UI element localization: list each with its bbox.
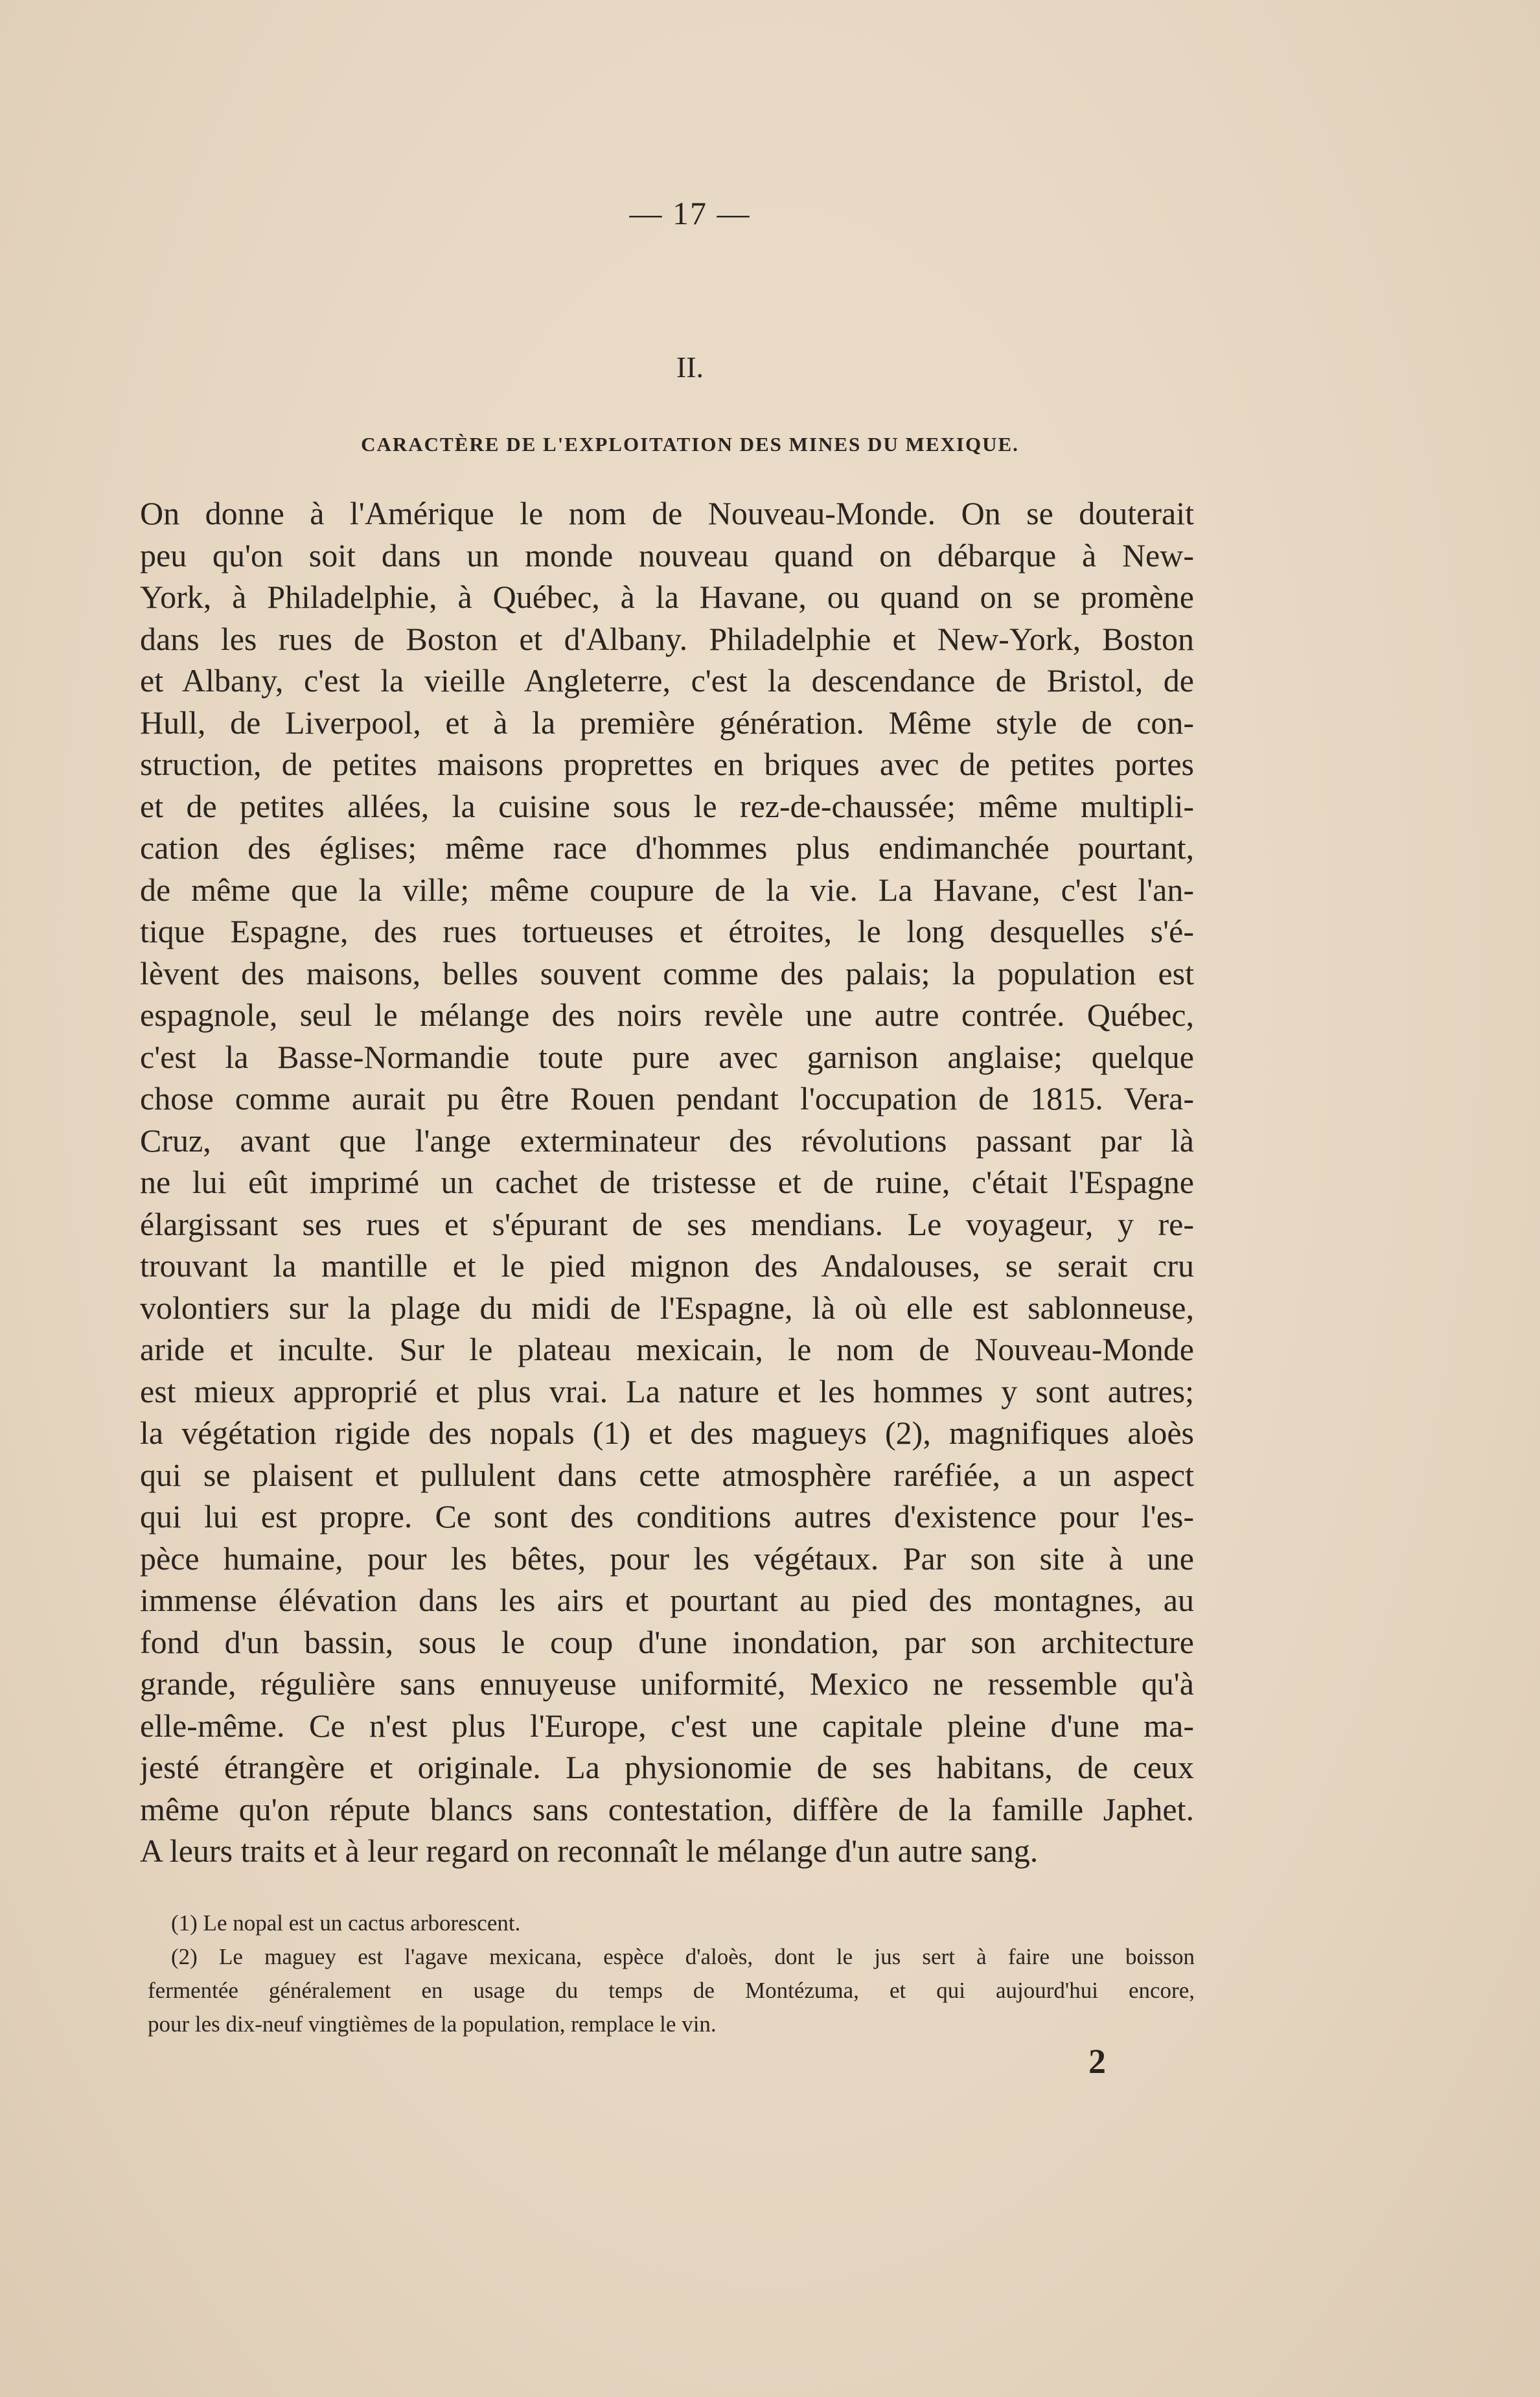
body-line: même qu'on répute blancs sans contestation, diffère de la famille Japhet. xyxy=(140,1790,1194,1827)
body-line: qui se plaisent et pullulent dans cette atmosphère raréfiée, a un aspect xyxy=(140,1456,1194,1493)
body-line: lèvent des maisons, belles souvent comme des palais; la population est xyxy=(140,955,1194,991)
footnote-2 xyxy=(148,1940,1195,2041)
body-line: la végétation rigide des nopals (1) et des magueys (2), magnifiques aloès xyxy=(140,1415,1194,1451)
section-number: II. xyxy=(676,351,704,384)
body-line: York, à Philadelphie, à Québec, à la Havane, ou quand on se promène xyxy=(140,579,1194,615)
body-line: de même que la ville; même coupure de la vie. La Havane, c'est l'an- xyxy=(140,871,1194,908)
footnote-line: fermentée généralement en usage du temps de Montézuma, et qui aujourd'hui encore, xyxy=(148,1978,1195,2003)
body-line: et Albany, c'est la vieille Angleterre, c'est la descendance de Bristol, de xyxy=(140,662,1194,699)
body-line: jesté étrangère et originale. La physionomie de ses habitans, de ceux xyxy=(140,1749,1194,1785)
body-line: elle-même. Ce n'est plus l'Europe, c'est une capitale pleine d'une ma- xyxy=(140,1707,1194,1744)
body-line: Cruz, avant que l'ange exterminateur des révolutions passant par là xyxy=(140,1122,1194,1159)
body-line: tique Espagne, des rues tortueuses et étroites, le long desquelles s'é- xyxy=(140,913,1194,949)
footnote-line: pour les dix-neuf vingtièmes de la population, remplace le vin. xyxy=(148,2011,717,2037)
footnotes xyxy=(148,1906,1195,2041)
body-line: immense élévation dans les airs et pourtant au pied des montagnes, au xyxy=(140,1582,1194,1618)
body-line: On donne à l'Amérique le nom de Nouveau-Monde. On se douterait xyxy=(140,495,1194,531)
footnote-1 xyxy=(148,1906,1195,1940)
body-line: grande, régulière sans ennuyeuse uniformité, Mexico ne ressemble qu'à xyxy=(140,1665,1194,1702)
body-line: chose comme aurait pu être Rouen pendant l'occupation de 1815. Vera- xyxy=(140,1080,1194,1117)
body-line: espagnole, seul le mélange des noirs revèle une autre contrée. Québec, xyxy=(140,997,1194,1033)
body-line: struction, de petites maisons proprettes en briques avec de petites portes xyxy=(140,746,1194,782)
page-number: — 17 — xyxy=(629,195,751,231)
body-line: ne lui eût imprimé un cachet de tristesse et de ruine, c'était l'Espagne xyxy=(140,1164,1194,1200)
footnote-line: (1) Le nopal est un cactus arborescent. xyxy=(171,1910,521,1936)
body-line: et de petites allées, la cuisine sous le rez-de-chaussée; même multipli- xyxy=(140,787,1194,824)
body-line: aride et inculte. Sur le plateau mexicain, le nom de Nouveau-Monde xyxy=(140,1331,1194,1367)
body-line: peu qu'on soit dans un monde nouveau quand on débarque à New- xyxy=(140,537,1194,573)
section-title: CARACTÈRE DE L'EXPLOITATION DES MINES DU MEXIQUE. xyxy=(361,433,1019,456)
body-line: pèce humaine, pour les bêtes, pour les végétaux. Par son site à une xyxy=(140,1540,1194,1577)
body-paragraph xyxy=(140,492,1194,1872)
body-line: qui lui est propre. Ce sont des conditions autres d'existence pour l'es- xyxy=(140,1498,1194,1534)
body-line: c'est la Basse-Normandie toute pure avec garnison anglaise; quelque xyxy=(140,1038,1194,1075)
body-line: trouvant la mantille et le pied mignon des Andalouses, se serait cru xyxy=(140,1247,1194,1284)
body-line: est mieux approprié et plus vrai. La nature et les hommes y sont autres; xyxy=(140,1372,1194,1409)
body-line: dans les rues de Boston et d'Albany. Philadelphie et New-York, Boston xyxy=(140,620,1194,657)
footnote-line: (2) Le maguey est l'agave mexicana, espèce d'aloès, dont le jus sert à faire une boisson xyxy=(171,1944,1195,1969)
body-line: fond d'un bassin, sous le coup d'une inondation, par son architecture xyxy=(140,1623,1194,1660)
body-line: A leurs traits et à leur regard on reconnaît le mélange d'un autre sang. xyxy=(140,1833,1039,1869)
body-line: élargissant ses rues et s'épurant de ses mendians. Le voyageur, y re- xyxy=(140,1205,1194,1242)
body-line: Hull, de Liverpool, et à la première génération. Même style de con- xyxy=(140,704,1194,741)
body-line: volontiers sur la plage du midi de l'Espagne, là où elle est sablonneuse, xyxy=(140,1289,1194,1326)
body-line: cation des églises; même race d'hommes plus endimanchée pourtant, xyxy=(140,829,1194,866)
signature-mark: 2 xyxy=(1088,2042,1106,2081)
